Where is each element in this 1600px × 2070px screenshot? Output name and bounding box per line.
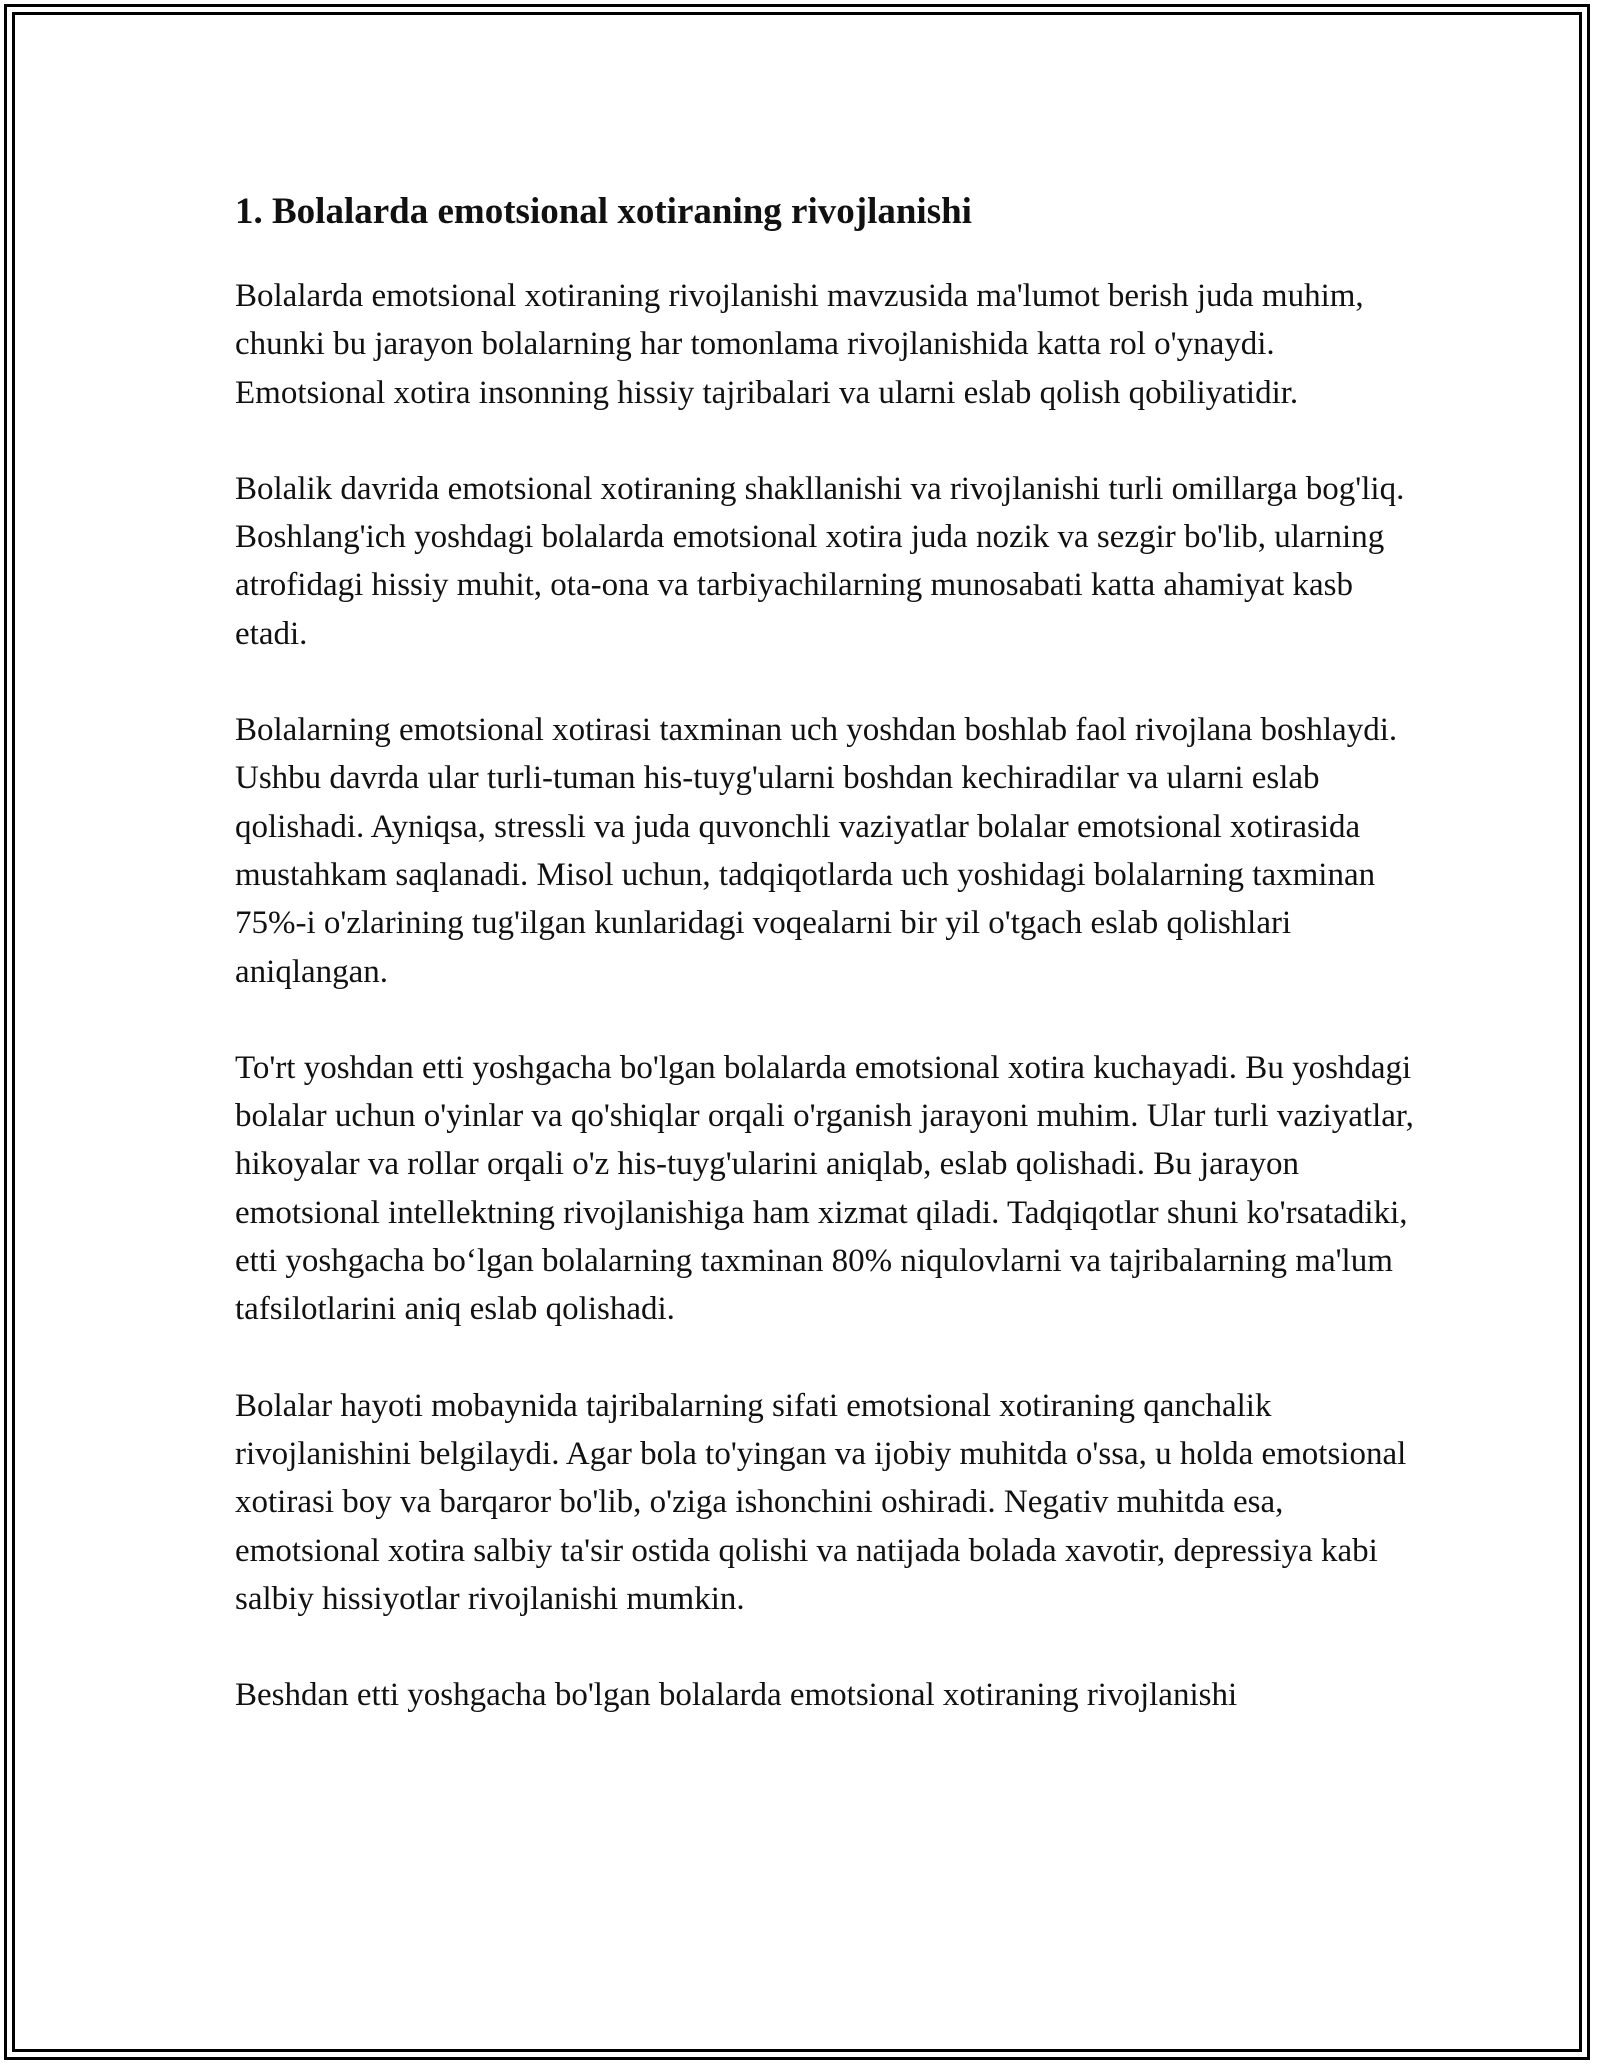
- paragraph-5: Bolalar hayoti mobaynida tajribalarning sifati emotsional xotiraning qanchalik rivojlanishini belgilaydi. Agar bola to'yingan va ijobiy muhitda o'ssa, u holda emotsional xotirasi boy va barqaror bo'lib, o'ziga ishonchini oshiradi. Negativ muhitda esa, emotsional xotira salbiy ta'sir ostida qolishi va natijada bolada xavotir, depressiya kabi salbiy hissiyotlar rivojlanishi mumkin.: [235, 1387, 1407, 1617]
- paragraph-6: Beshdan etti yoshgacha bo'lgan bolalarda emotsional xotiraning rivojlanishi: [235, 1677, 1238, 1714]
- paragraph-2: Bolalik davrida emotsional xotiraning shakllanishi va rivojlanishi turli omillarga bog'liq. Boshlang'ich yoshdagi bolalarda emotsional xotira juda nozik va sezgir bo'lib, ularning atrofidagi hissiy muhit, ota-ona va tarbiyachilarning munosabati katta ahamiyat kasb etadi.: [235, 470, 1405, 652]
- document-body: [235, 188, 1415, 1767]
- section-heading: 1. Bolalarda emotsional xotiraning rivojlanishi: [235, 191, 972, 232]
- paragraph-4: To'rt yoshdan etti yoshgacha bo'lgan bolalarda emotsional xotira kuchayadi. Bu yoshdagi bolalar uchun o'yinlar va qo'shiqlar orqali o'rganish jarayoni muhim. Ular turli vaziyatlar, hikoyalar va rollar orqali o'z his-tuyg'ularini aniqlab, eslab qolishadi. Bu jarayon emotsional intellektning rivojlanishiga ham xizmat qiladi. Tadqiqotlar shuni ko'rsatadiki, etti yoshgacha bo‘lgan bolalarning taxminan 80% niqulovlarni va tajribalarning ma'lum tafsilotlarini aniq eslab qolishadi.: [235, 1049, 1414, 1328]
- paragraph-1: Bolalarda emotsional xotiraning rivojlanishi mavzusida ma'lumot berish juda muhim, chunki bu jarayon bolalarning har tomonlama rivojlanishida katta rol o'ynaydi. Emotsional xotira insonning hissiy tajribalari va ularni eslab qolish qobiliyatidir.: [235, 278, 1364, 411]
- paragraph-3: Bolalarning emotsional xotirasi taxminan uch yoshdan boshlab faol rivojlana boshlaydi. Ushbu davrda ular turli-tuman his-tuyg'ularni boshdan kechiradilar va ularni eslab qolishadi. Ayniqsa, stressli va juda quvonchli vaziyatlar bolalar emotsional xotirasida mustahkam saqlanadi. Misol uchun, tadqiqotlarda uch yoshidagi bolalarning taxminan 75%-i o'zlarining tug'ilgan kunlaridagi voqealarni bir yil o'tgach eslab qolishlari aniqlangan.: [235, 712, 1398, 990]
